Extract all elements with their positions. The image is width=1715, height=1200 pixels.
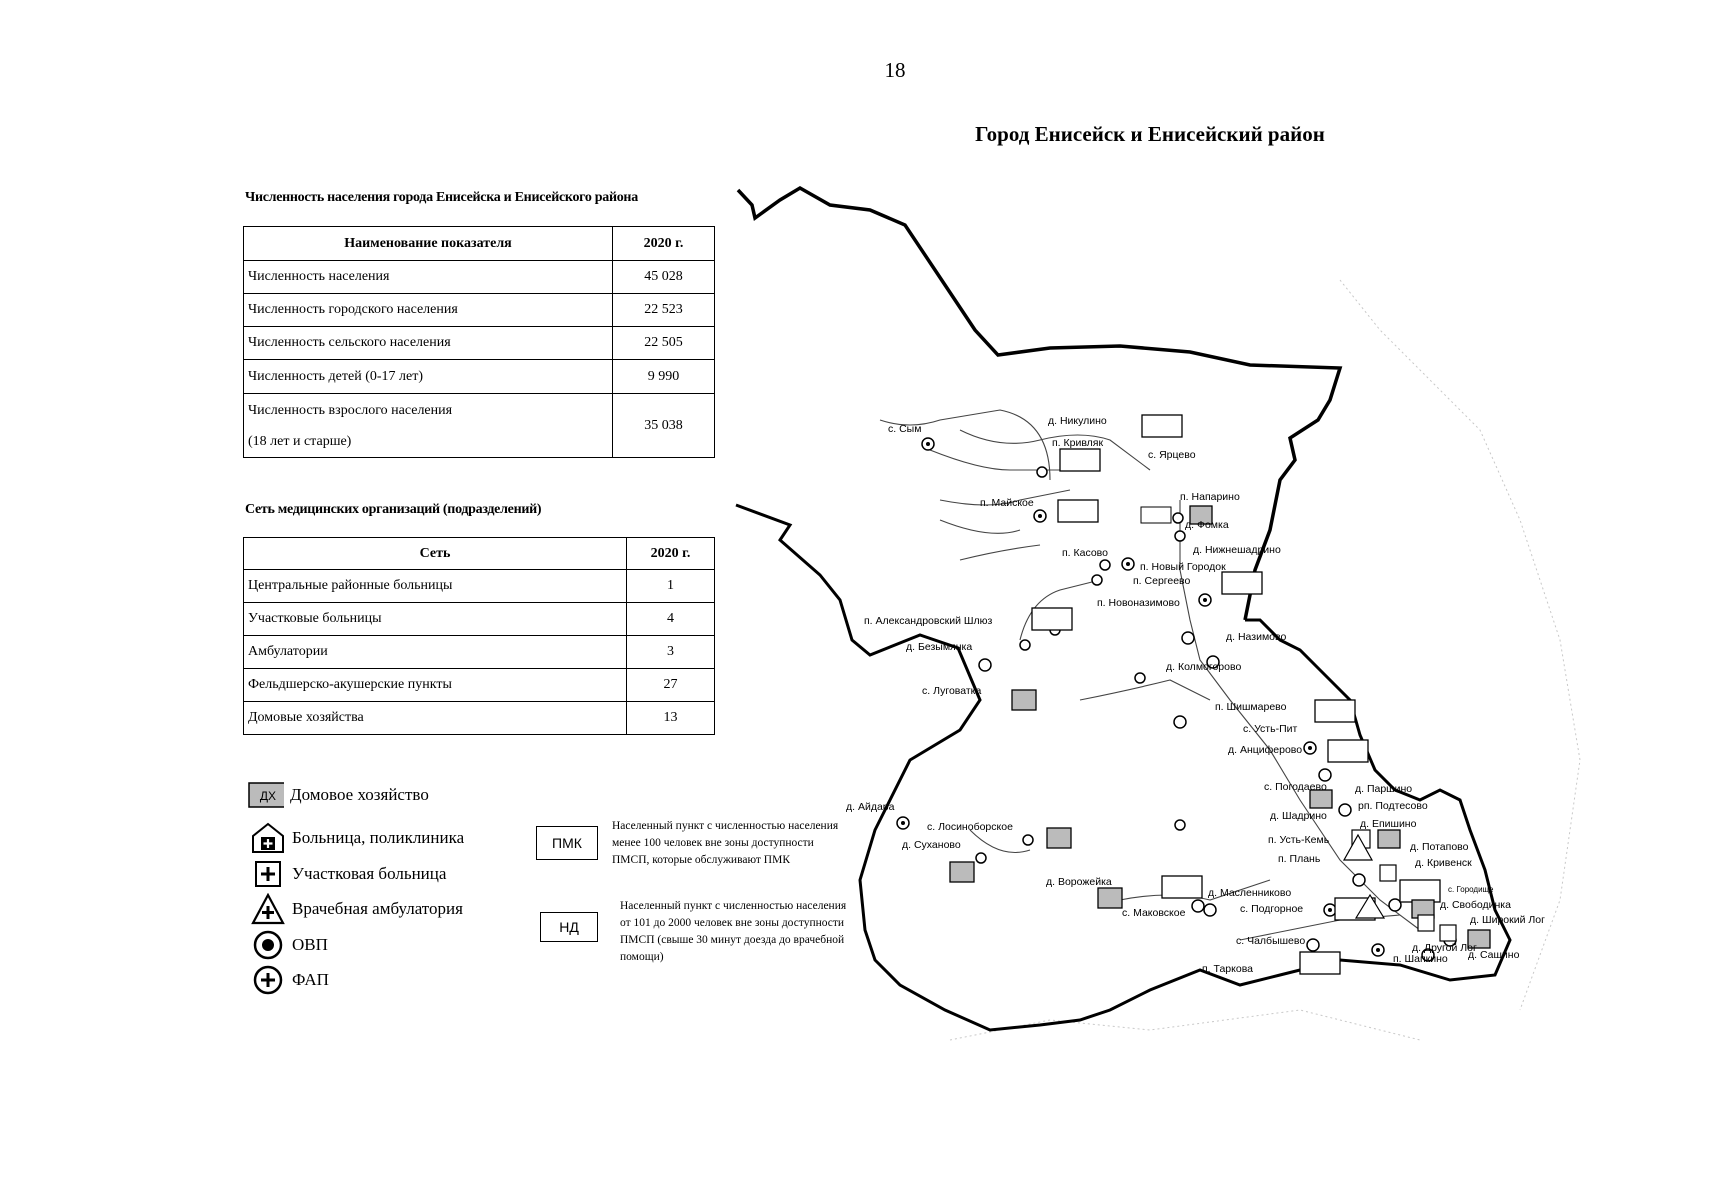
legend-label: Домовое хозяйство: [290, 785, 429, 804]
district-boundary-main: [736, 505, 1510, 1030]
row-value: 22 523: [613, 294, 715, 327]
map-label: д. Кривенск: [1415, 857, 1472, 869]
row-value: 35 038: [613, 394, 715, 458]
map-label: п. Шишмарево: [1215, 701, 1287, 713]
row-label: Численность детей (0-17 лет): [244, 360, 613, 394]
map-label: д. Нижнешадрино: [1193, 544, 1281, 556]
row-value: 22 505: [613, 327, 715, 360]
row-label: Численность сельского населения: [244, 327, 613, 360]
map-label: д. Колмогорово: [1166, 661, 1242, 673]
row-label: Фельдшерско-акушерские пункты: [244, 669, 627, 702]
map-label: п. Шапкино: [1393, 953, 1448, 965]
map-label: д. Ворожейка: [1046, 876, 1112, 888]
map-label: с. Ярцево: [1148, 449, 1196, 461]
legend-label: ОВП: [292, 935, 328, 954]
map-label: д. Анциферово: [1228, 744, 1303, 756]
map-label: п. Александровский Шлюз: [864, 615, 993, 627]
row-value: 9 990: [613, 360, 715, 394]
legend-label: ФАП: [292, 970, 329, 989]
map-label: д. Паршино: [1355, 783, 1413, 795]
row-label: Участковые больницы: [244, 603, 627, 636]
river-network: [880, 410, 1420, 940]
map-label: п. Усть-Кемь: [1268, 834, 1330, 846]
pmk-box: ПМК: [536, 826, 598, 860]
row-label: Центральные районные больницы: [244, 570, 627, 603]
map-label: п. Новый Городок: [1140, 561, 1226, 573]
row-value: 13: [627, 702, 715, 735]
map-label: с. Лосиноборское: [927, 821, 1013, 833]
map-label: с. Сым: [888, 423, 922, 435]
map-label: с. Городище: [1448, 885, 1494, 894]
map-label: п. Напарино: [1180, 491, 1240, 503]
row-label: Численность взрослого населения (18 лет и старше): [244, 394, 613, 458]
svg-text:ДХ: ДХ: [259, 789, 277, 803]
map-label: д. Широкий Лог: [1470, 914, 1545, 926]
map-label: д. Безымянка: [906, 641, 973, 653]
legend-pmk-text: Населенный пункт с численностью населения менее 100 человек вне зоны доступности ПМСП, которые обслуживают ПМК: [612, 820, 839, 866]
row-value: 27: [627, 669, 715, 702]
map-label: с. Луговатка: [922, 685, 982, 697]
map-label: рп. Подтесово: [1358, 800, 1428, 812]
row-value: 3: [627, 636, 715, 669]
row-label: Численность населения: [244, 261, 613, 294]
map-label: д. Суханово: [902, 839, 961, 851]
map-label: п. Касово: [1062, 547, 1108, 559]
map-label: с. Подгорное: [1240, 903, 1304, 915]
legend-nd-text: Населенный пункт с численностью населения от 101 до 2000 человек вне зоны доступности ПМСП (свыше 30 минут доезда до врачебной помощи): [620, 900, 847, 963]
page-title: Город Енисейск и Енисейский район: [975, 122, 1325, 146]
map-label: д. Сашино: [1468, 949, 1520, 961]
map-label: д. Свободинка: [1440, 899, 1511, 911]
map-label: п. Таркова: [1202, 963, 1253, 975]
map-label: д. Потапово: [1410, 841, 1469, 853]
map-label: д. Айдара: [846, 801, 895, 813]
table-header: Наименование показателя: [244, 227, 613, 261]
map-label: с. Маковское: [1122, 907, 1186, 919]
map-label: с. Усть-Пит: [1243, 723, 1298, 735]
map-label: с. Чалбышево: [1236, 935, 1306, 947]
map-label: д. Епишино: [1360, 818, 1417, 830]
map-label: п. Плань: [1278, 853, 1321, 865]
table-header: 2020 г.: [613, 227, 715, 261]
legend-label: Больница, поликлиника: [292, 828, 465, 847]
table-header: 2020 г.: [627, 538, 715, 570]
legend-label: Врачебная амбулатория: [292, 899, 463, 918]
map-label: п. Сергеево: [1133, 575, 1191, 587]
page-number: 18: [884, 58, 906, 82]
row-label: Домовые хозяйства: [244, 702, 627, 735]
nd-box: НД: [540, 912, 598, 942]
map-label: д. Шадрино: [1270, 810, 1327, 822]
legend-label: Участковая больница: [292, 864, 447, 883]
row-label: Амбулатории: [244, 636, 627, 669]
network-caption: Сеть медицинских организаций (подразделений): [245, 502, 542, 517]
map-label: д. Фомка: [1185, 519, 1229, 531]
map-label: д. Назимово: [1226, 631, 1287, 643]
map-label: д. Никулино: [1048, 415, 1107, 427]
row-label: Численность городского населения: [244, 294, 613, 327]
map-label: с. Погодаево: [1264, 781, 1327, 793]
row-value: 45 028: [613, 261, 715, 294]
map-label: д. Масленниково: [1208, 887, 1292, 899]
row-value: 1: [627, 570, 715, 603]
map-label: д. Другой Лог: [1412, 942, 1477, 954]
map-label: п. Майское: [980, 497, 1034, 509]
map-label: п. Новоназимово: [1097, 597, 1180, 609]
map-label: п. Кривляк: [1052, 437, 1104, 449]
row-value: 4: [627, 603, 715, 636]
table-header: Сеть: [244, 538, 627, 570]
population-caption: Численность населения города Енисейска и Енисейского района: [245, 190, 638, 205]
